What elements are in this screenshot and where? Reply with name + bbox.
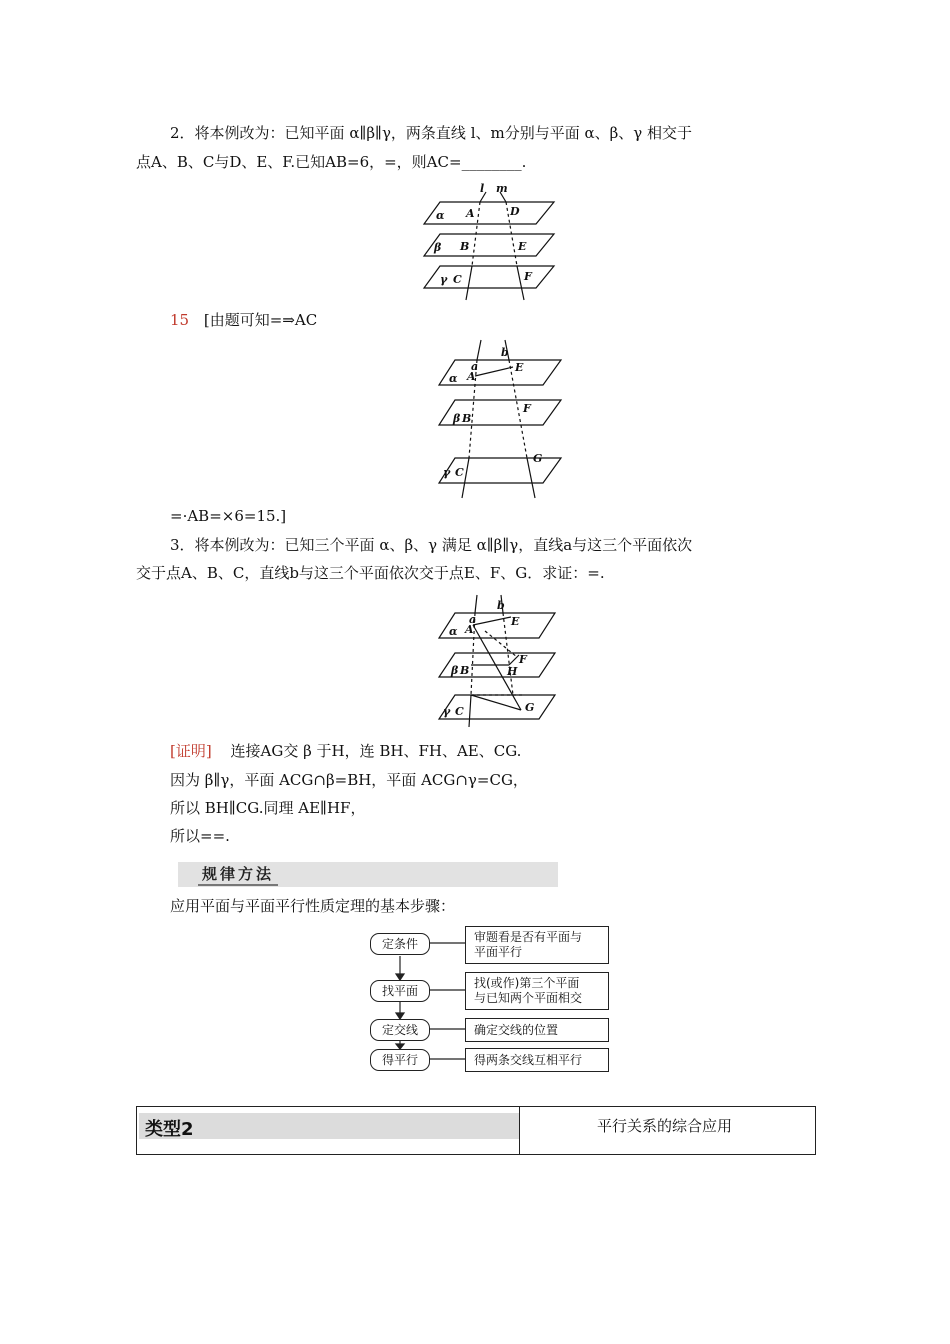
flow-desc-4: 得两条交线互相平行 [465, 1048, 609, 1072]
label-F3: F [519, 653, 527, 666]
problem2-line1: 2．将本例改为：已知平面 α∥β∥γ，两条直线 l、m分别与平面 α、β、γ 相交于 [170, 124, 693, 142]
label-beta2: β [453, 412, 461, 425]
label-gamma2: γ [443, 466, 451, 479]
type2-divider [519, 1107, 520, 1154]
proof-line1-wrap [170, 741, 521, 761]
flow-desc-2-line1: 找(或作)第三个平面 [474, 976, 580, 990]
proof-line4: 所以==. [170, 827, 230, 845]
answer2-number: 15 [170, 311, 190, 329]
label-B3: B [460, 664, 470, 677]
type2-title: 平行关系的综合应用 [597, 1117, 733, 1135]
label-b3: b [497, 599, 505, 612]
method-banner [178, 862, 558, 887]
flow-step-3: 定交线 [370, 1019, 430, 1041]
problem3-line2: 交于点A、B、C，直线b与这三个平面依次交于点E、F、G．求证：=. [136, 564, 605, 582]
label-C1: C [453, 273, 462, 286]
label-B2: B [462, 412, 472, 425]
problem2-line2: 点A、B、C与D、E、F.已知AB=6，=，则AC=________. [136, 153, 527, 171]
label-gamma: γ [440, 273, 448, 286]
label-alpha: α [436, 209, 445, 222]
label-C3: C [455, 705, 464, 718]
label-G2: G [533, 452, 543, 465]
label-a2: a [471, 360, 479, 373]
flow-desc-1-line1: 审题看是否有平面与 [474, 930, 583, 944]
label-B1: B [460, 240, 470, 253]
label-C2: C [455, 466, 464, 479]
flow-step-2: 找平面 [370, 980, 430, 1002]
label-alpha3: α [449, 625, 458, 638]
type2-tab [139, 1113, 519, 1139]
label-F1: F [524, 270, 532, 283]
method-intro: 应用平面与平面平行性质定理的基本步骤： [170, 897, 456, 915]
label-b2: b [501, 346, 509, 359]
label-beta: β [434, 241, 442, 254]
answer2-text: [由题可知=⇒AC [203, 311, 318, 329]
label-beta3: β [451, 664, 459, 677]
label-l: l [480, 182, 485, 195]
label-E2: E [515, 361, 524, 374]
figure-planes-with-H [425, 595, 570, 735]
flow-desc-1-line2: 平面平行 [474, 945, 523, 959]
answer2-end: =·AB=×6=15.] [170, 507, 287, 525]
label-A1: A [466, 207, 475, 220]
flow-step-4: 得平行 [370, 1049, 430, 1071]
figure-planes-lines-l-m [420, 180, 570, 305]
proof-label: [证明] [170, 742, 212, 760]
method-banner-label: 规律方法 [198, 863, 278, 886]
proof-line3: 所以 BH∥CG.同理 AE∥HF， [170, 799, 366, 817]
flow-desc-2-line2: 与已知两个平面相交 [474, 991, 583, 1005]
label-F2: F [523, 402, 531, 415]
type2-label: 类型2 [145, 1119, 194, 1140]
answer2-line [170, 310, 317, 330]
flow-desc-3: 确定交线的位置 [465, 1018, 609, 1042]
label-a3: a [469, 613, 477, 626]
problem3-line1: 3．将本例改为：已知三个平面 α、β、γ 满足 α∥β∥γ，直线a与这三个平面依次 [170, 536, 693, 554]
label-D1: D [510, 205, 520, 218]
label-H3: H [507, 665, 518, 678]
flowchart-connectors [365, 920, 475, 1080]
type2-header [136, 1106, 816, 1155]
label-E1: E [518, 240, 527, 253]
proof-line2: 因为 β∥γ，平面 ACG∩β=BH，平面 ACG∩γ=CG， [170, 771, 528, 789]
label-A3: A [465, 623, 474, 636]
label-gamma3: γ [443, 705, 451, 718]
label-m: m [496, 182, 508, 195]
label-E3: E [511, 615, 520, 628]
figure-planes-lines-a-b [425, 340, 570, 500]
flow-step-1: 定条件 [370, 933, 430, 955]
proof-line1: 连接AG交 β 于H，连 BH、FH、AE、CG. [230, 742, 522, 760]
label-A2: A [467, 370, 476, 383]
flow-desc-1 [465, 926, 609, 964]
label-G3: G [525, 701, 535, 714]
label-alpha2: α [449, 372, 458, 385]
flow-desc-2 [465, 972, 609, 1010]
